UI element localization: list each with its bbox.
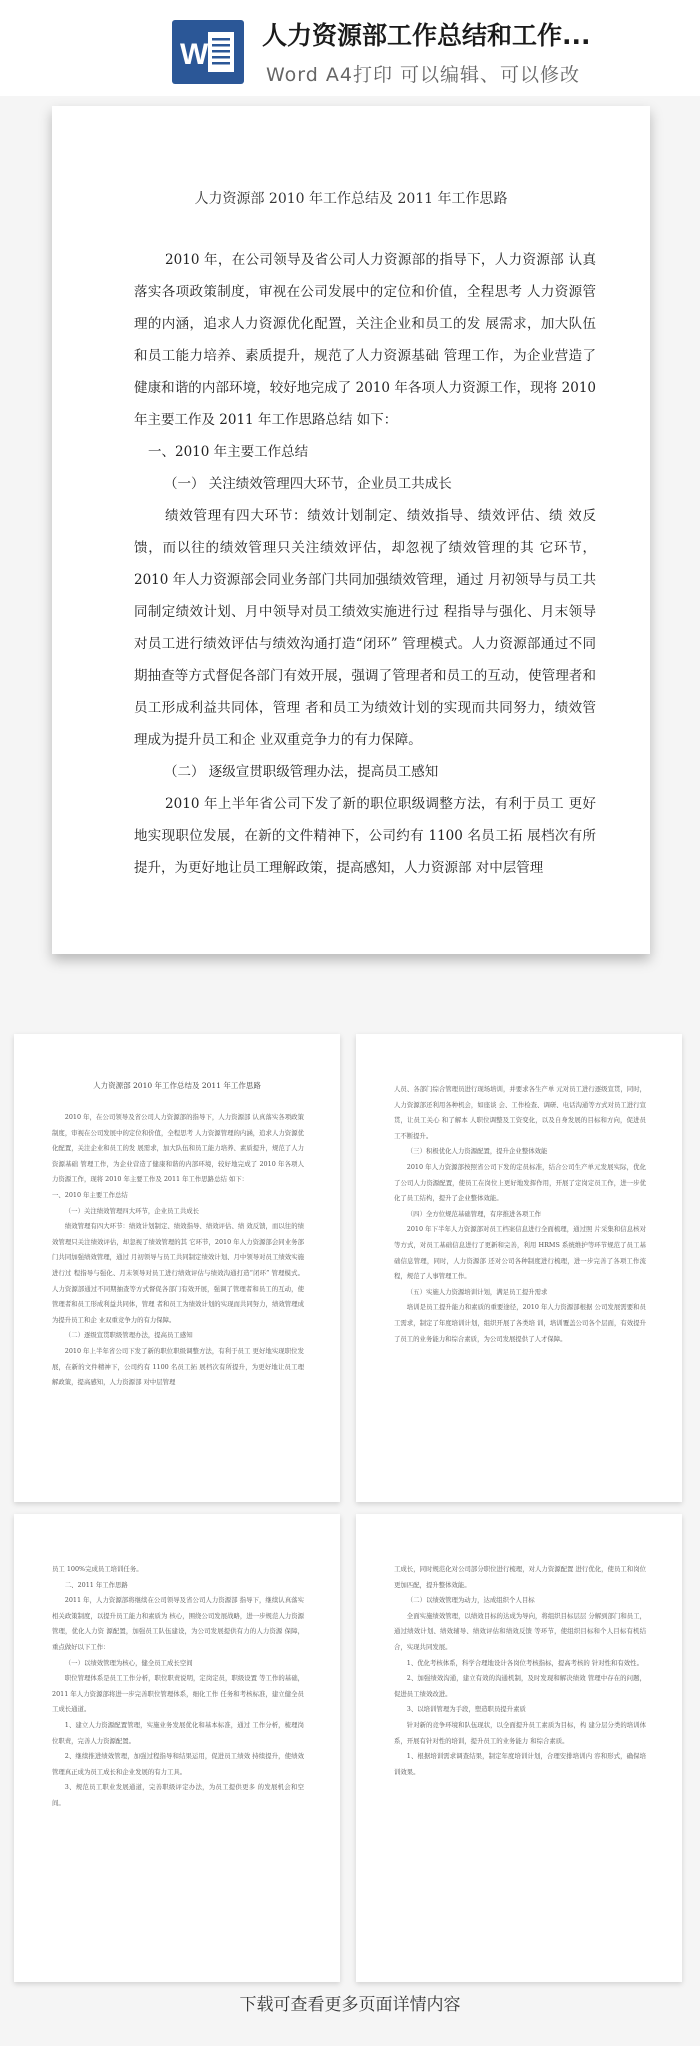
thumbnail-paragraph: 2、加强绩效沟通，建立有效的沟通机制，及时发现和解决绩效 管理中存在的问题，促进员工绩效改进。: [394, 1674, 646, 1698]
thumbnail-paragraph: 工成长，同时规范化对公司部分职位进行梳理，对人力资源配置 进行优化，使员工和岗位更加匹配，提升整体效能。: [394, 1565, 646, 1589]
page-thumbnail-3[interactable]: [14, 1514, 340, 1982]
page-thumbnail-1[interactable]: [14, 1034, 340, 1502]
thumbnail-paragraph: 2010 年人力资源部按照省公司下发的定员标准，结合公司生产单元发展实际，优化了公司人力资源配置，使员工在岗位上更好地发挥作用，开展了定岗定员工作，进一步优化了员工结构，提升了企业整体效能。: [394, 1162, 646, 1203]
page-thumbnail-2[interactable]: [356, 1034, 682, 1502]
document-title: 人力资源部工作总结和工作...: [262, 21, 591, 50]
thumbnail-paragraph: 培训是员工提升能力和素质的重要途径，2010 年人力资源部根据 公司发展需要和员工需求，制定了年度培训计划，组织开展了各类培 训，培训覆盖公司各个层面，有效提升了员工的业务能力和综合素质，为公司发展提供了人才保障。: [394, 1303, 646, 1343]
document-subtitle: Word A4打印 可以编辑、可以修改: [266, 64, 581, 86]
thumbnail-paragraph: 针对新的竞争环境和队伍现状，以全面提升员工素质为目标，构 建分层分类的培训体系，开展有针对性的培训，提升员工的业务能力 和综合素质。: [394, 1720, 646, 1745]
thumbnail-paragraph: （三）积极优化人力资源配置，提升企业整体效能: [406, 1147, 548, 1156]
body-paragraph: 2010 年上半年省公司下发了新的职位职级调整方法，有利于员工 更好地实现职位发展，在新的文件精神下，公司约有 1100 名员工拓 展档次有所提升，为更好地让员工理解政策，提高感知，人力资源部 对中层管理: [134, 796, 596, 876]
thumbnail-body: [52, 1562, 304, 1812]
thumbnail-paragraph: 人员、各部门综合管理员进行现场培训，并要求各生产单 元对员工进行逐级宣贯，同时，人力资源部还利用各种机会，如座谈 会、工作检查、调研、电话沟通等方式对员工进行宣贯，让员工关心 和了解本 人职位调整及工资变化，以及自身发展的目标和方向，促进员工不断提升。: [394, 1085, 646, 1140]
thumbnail-paragraph: 2、继续推进绩效管理，加强过程指导和结果运用，促进员工绩效 持续提升，使绩效管理真正成为员工成长和企业发展的有力工具。: [52, 1752, 304, 1776]
subsection-heading: （一） 关注绩效管理四大环节，企业员工共成长: [164, 476, 452, 492]
thumbnail-heading: 人力资源部 2010 年工作总结及 2011 年工作思路: [93, 1081, 261, 1090]
thumbnail-paragraph: 全面实施绩效管理，以绩效目标的达成为导向，将组织目标层层 分解到部门和员工，通过绩效计划、绩效辅导、绩效评估和绩效反馈 等环节，使组织目标和个人目标有机结合，实现共同发展。: [394, 1611, 646, 1651]
thumbnail-paragraph: 二、2011 年工作思路: [64, 1580, 128, 1589]
thumbnail-paragraph: 2010 年下半年人力资源部对员工档案信息进行全面梳理，通过照 片采集和信息核对等方式，对员工基础信息进行了更新和完善，利用 HRMS 系统维护等环节规范了员工基础信息管理，同时，人力资源部 还对公司各种制度进行梳理，进一步完善了各项工作流程，规范了人事管理工作。: [394, 1225, 646, 1281]
thumbnail-paragraph: 3、规范员工职业发展通道，完善职级评定办法，为员工提供更多 的发展机会和空间。: [52, 1783, 304, 1807]
main-page-preview: [52, 106, 650, 954]
header: [0, 0, 700, 96]
word-icon-letter: W: [180, 38, 209, 71]
intro-paragraph: 2010 年，在公司领导及省公司人力资源部的指导下，人力资源部 认真落实各项政策制度，审视在公司发展中的定位和价值，全程思考 人力资源管理的内涵，追求人力资源优化配置，关注企业和员工的发 展需求，加大队伍和员工能力培养、素质提升，规范了人力资源基础 管理工作，为企业营造了健康和谐的内部环境，较好地完成了 2010 年各项人力资源工作，现将 2010 年主要工作及 2011 年工作思路总结 如下：: [134, 252, 596, 428]
thumbnail-paragraph: （二）以绩效管理为动力，达成组织个人目标: [406, 1596, 535, 1605]
thumbnail-paragraph: （二）逐级宣贯职级管理办法，提高员工感知: [64, 1331, 193, 1340]
thumbnail-paragraph: 2010 年上半年省公司下发了新的职位职级调整方法，有利于员工 更好地实现职位发展，在新的文件精神下，公司约有 1100 名员工拓 展档次有所提升，为更好地让员工理解政策，提高感知，人力资源部 对中层管理: [52, 1346, 304, 1387]
download-more-link[interactable]: 下载可查看更多页面详情内容: [239, 1995, 461, 2015]
thumbnail-paragraph: 员工 100%完成员工培训任务。: [52, 1565, 143, 1573]
thumbnail-paragraph: 2011 年，人力资源部将继续在公司领导及省公司人力资源部 指导下，继续认真落实相关政策制度，以提升员工能力和素质为 核心，围绕公司发展战略，进一步规范人力资源管理，优化人力资 源配置，加强员工队伍建设，为公司发展提供有力的人力资源 保障，重点做好以下工作：: [52, 1596, 304, 1651]
thumbnail-paragraph: （一）关注绩效管理四大环节，企业员工共成长: [64, 1206, 199, 1215]
word-document-icon: [172, 20, 244, 84]
thumbnail-paragraph: 一、2010 年主要工作总结: [52, 1190, 128, 1199]
section-heading: 一、2010 年主要工作总结: [148, 444, 309, 460]
thumbnail-paragraph: 1、建立人力资源配置管理，实施业务发展优化和基本标准，通过 工作分析，梳理岗位职责，完善人力资源配置。: [52, 1720, 304, 1745]
thumbnail-paragraph: （一）以绩效管理为核心，健全员工成长空间: [64, 1658, 193, 1667]
thumbnail-paragraph: 绩效管理有四大环节：绩效计划制定、绩效指导、绩效评估、绩 效反馈，而以往的绩效管理只关注绩效评估，却忽视了绩效管理的其 它环节，2010 年人力资源部会同业务部门共同加强绩效管理，通过 月初领导与员工共同制定绩效计划、月中领导对员工绩效实施进行过 程指导与强化、月末领导对员工进行绩效评估与绩效沟通打造“闭环” 管理模式。人力资源部通过不同期抽查等方式督促各部门有效开展，强调了管理者和员工的互动，使管理者和员工形成利益共同体，管理 者和员工为绩效计划的实现而共同努力，绩效管理成为提升员工和企 业双重竞争力的有力保障。: [52, 1222, 304, 1324]
thumbnail-paragraph: 职位管理体系是员工工作分析，职位职责说明，定岗定员，职级设置 等工作的基础，2011 年人力资源部将进一步完善职位管理体系，细化工作 任务和考核标准，建立健全员工成长通道。: [52, 1674, 304, 1714]
page-thumbnail-4[interactable]: [356, 1514, 682, 1982]
page-body: [134, 244, 596, 884]
thumbnail-body: [52, 1110, 304, 1391]
thumbnail-paragraph: 1、优化考核体系，科学合理地设计各岗位考核指标，提高考核的 针对性和有效性。: [406, 1658, 643, 1667]
thumbnail-body: [394, 1082, 646, 1347]
thumbnail-paragraph: （四）全方位规范基础管理，有序推进各项工作: [406, 1209, 541, 1218]
thumbnail-paragraph: 1、根据培训需求调查结果，制定年度培训计划，合理安排培训内 容和形式，确保培训效果。: [394, 1752, 646, 1776]
thumbnail-paragraph: （五）实施人力资源培训计划，满足员工提升需求: [406, 1287, 548, 1296]
subsection-heading: （二） 逐级宣贯职级管理办法，提高员工感知: [164, 764, 439, 780]
body-paragraph: 绩效管理有四大环节：绩效计划制定、绩效指导、绩效评估、绩 效反馈，而以往的绩效管理只关注绩效评估，却忽视了绩效管理的其 它环节，2010 年人力资源部会同业务部门共同加强绩效管理，通过 月初领导与员工共同制定绩效计划、月中领导对员工绩效实施进行过 程指导与强化、月末领导对员工进行绩效评估与绩效沟通打造“闭环” 管理模式。人力资源部通过不同期抽查等方式督促各部门有效开展，强调了管理者和员工的互动，使管理者和员工形成利益共同体，管理 者和员工为绩效计划的实现而共同努力，绩效管理成为提升员工和企 业双重竞争力的有力保障。: [134, 508, 596, 748]
thumbnail-body: [394, 1562, 646, 1780]
thumbnail-paragraph: 2010 年，在公司领导及省公司人力资源部的指导下，人力资源部 认真落实各项政策制度，审视在公司发展中的定位和价值，全程思考 人力资源管理的内涵，追求人力资源优化配置，关注企业和员工的发 展需求，加大队伍和员工能力培养、素质提升，规范了人力资源基础 管理工作，为企业营造了健康和谐的内部环境，较好地完成了 2010 年各项人力资源工作，现将 2010 年主要工作及 2011 年工作思路总结 如下：: [52, 1113, 304, 1184]
thumbnail-paragraph: 3、以培训管理为手段，塑造职员提升素质: [406, 1705, 526, 1714]
page-heading: 人力资源部 2010 年工作总结及 2011 年工作思路: [194, 191, 508, 207]
